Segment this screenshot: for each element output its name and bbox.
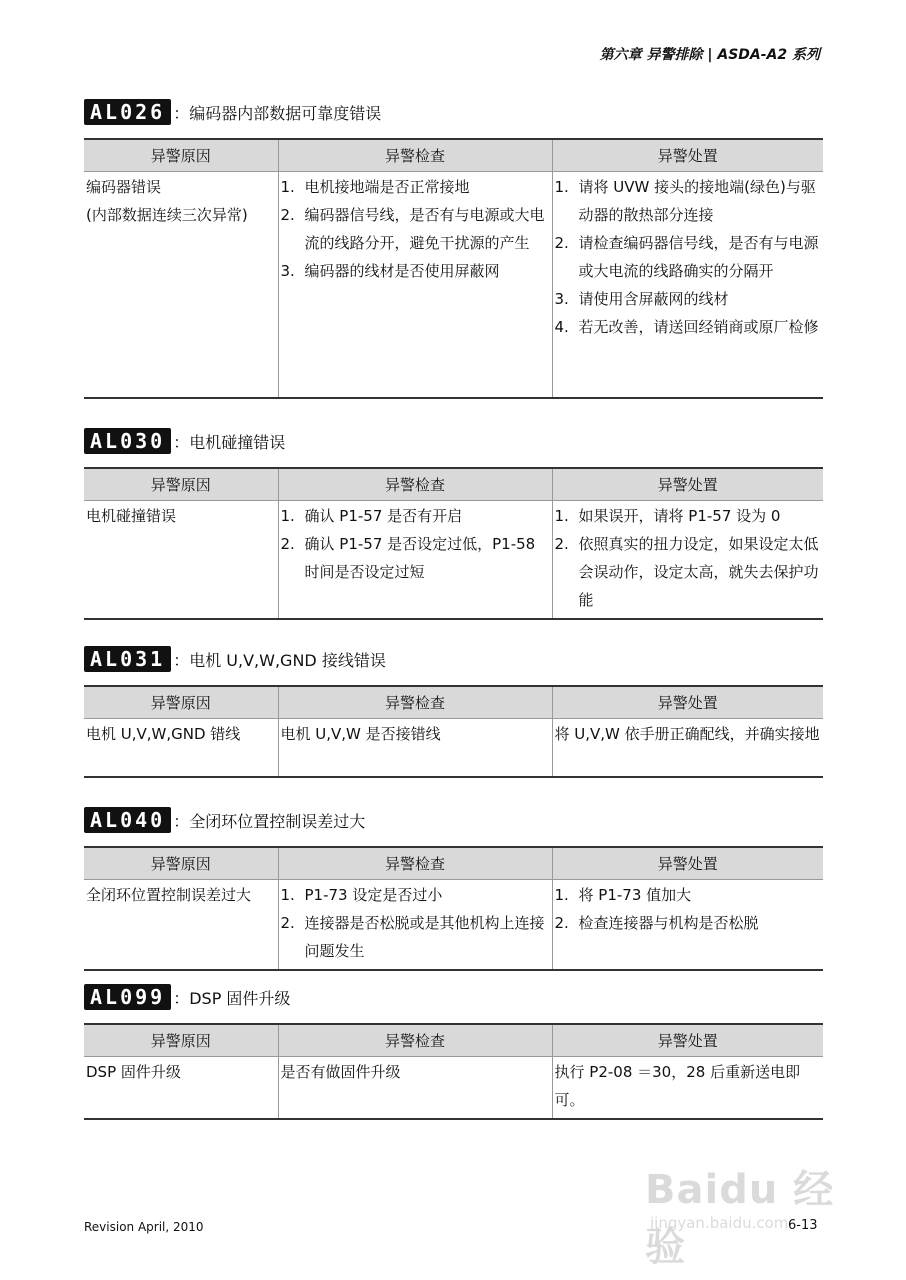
cause-cell (84, 719, 278, 777)
page-header: 第六章 异警排除 | ASDA-A2 系列 (599, 47, 820, 63)
action-cell (552, 880, 823, 971)
section-title (84, 98, 823, 126)
action-cell (552, 501, 823, 620)
alarm-section-al099 (84, 983, 823, 1120)
table-header-row (84, 139, 823, 172)
table-row (84, 172, 823, 398)
check-item: 1. P1-73 设定是否过小 (280, 886, 443, 904)
check-cell (278, 172, 552, 398)
header-action: 异警处置 (552, 468, 823, 501)
check-cell (278, 880, 552, 971)
action-cell (552, 1057, 823, 1120)
action-item: 2. 检查连接器与机构是否松脱 (554, 914, 759, 932)
page-number: 6-13 (788, 1218, 818, 1233)
baidu-watermark (645, 1148, 865, 1270)
check-cell (278, 719, 552, 777)
check-item: 2. 连接器是否松脱或是其他机构上连接问题发生 (280, 914, 545, 960)
action-item: 1. 如果误开，请将 P1-57 设为 0 (554, 507, 781, 525)
section-title (84, 983, 823, 1011)
header-action: 异警处置 (552, 139, 823, 172)
cause-text: 电机 U,V,W,GND 错线 (86, 725, 241, 743)
section-title (84, 806, 823, 834)
action-item: 3. 请使用含屏蔽网的线材 (554, 290, 729, 308)
section-heading: ：电机碰撞错误 (173, 432, 286, 452)
action-cell (552, 719, 823, 777)
action-item: 1. 将 P1-73 值加大 (554, 886, 692, 904)
check-cell (278, 1057, 552, 1120)
table-row (84, 1057, 823, 1120)
alarm-section-al030 (84, 427, 823, 620)
header-cause: 异警原因 (84, 1024, 278, 1057)
header-check: 异警检查 (278, 1024, 552, 1057)
section-heading: ：电机 U,V,W,GND 接线错误 (173, 650, 386, 670)
header-action: 异警处置 (552, 686, 823, 719)
alarm-table (84, 846, 823, 971)
alarm-code-badge: AL040 (84, 807, 171, 833)
section-title (84, 427, 823, 455)
section-heading: ：DSP 固件升级 (173, 988, 291, 1008)
alarm-table (84, 138, 823, 399)
header-cause: 异警原因 (84, 847, 278, 880)
action-text: 执行 P2-08 ＝30，28 后重新送电即可。 (554, 1063, 801, 1109)
header-cause: 异警原因 (84, 686, 278, 719)
action-text: 将 U,V,W 依手册正确配线，并确实接地 (554, 725, 820, 743)
check-item: 1. 电机接地端是否正常接地 (280, 178, 470, 196)
alarm-section-al031 (84, 645, 823, 778)
header-cause: 异警原因 (84, 139, 278, 172)
cause-cell (84, 880, 278, 971)
alarm-table (84, 685, 823, 778)
check-item: 2. 确认 P1-57 是否设定过低，P1-58 时间是否设定过短 (280, 535, 536, 581)
section-heading: ：编码器内部数据可靠度错误 (173, 103, 382, 123)
alarm-code-badge: AL026 (84, 99, 171, 125)
header-action: 异警处置 (552, 1024, 823, 1057)
check-item: 2. 编码器信号线，是否有与电源或大电流的线路分开，避免干扰源的产生 (280, 206, 545, 252)
table-header-row (84, 468, 823, 501)
section-heading: ：全闭环位置控制误差过大 (173, 811, 366, 831)
alarm-code-badge: AL031 (84, 646, 171, 672)
check-text: 是否有做固件升级 (280, 1063, 401, 1081)
section-title (84, 645, 823, 673)
header-check: 异警检查 (278, 139, 552, 172)
alarm-table (84, 1023, 823, 1120)
table-row (84, 501, 823, 620)
check-item: 3. 编码器的线材是否使用屏蔽网 (280, 262, 500, 280)
alarm-section-al040 (84, 806, 823, 971)
action-item: 2. 请检查编码器信号线，是否有与电源或大电流的线路确实的分隔开 (554, 234, 819, 280)
action-item: 4. 若无改善，请送回经销商或原厂检修 (554, 318, 819, 336)
alarm-code-badge: AL030 (84, 428, 171, 454)
cause-text: 全闭环位置控制误差过大 (86, 886, 252, 904)
alarm-section-al026 (84, 98, 823, 399)
table-header-row (84, 847, 823, 880)
table-header-row (84, 1024, 823, 1057)
action-item: 2. 依照真实的扭力设定，如果设定太低会误动作，设定太高，就失去保护功能 (554, 535, 819, 609)
action-item: 1. 请将 UVW 接头的接地端(绿色)与驱动器的散热部分连接 (554, 178, 816, 224)
check-text: 电机 U,V,W 是否接错线 (280, 725, 441, 743)
header-check: 异警检查 (278, 847, 552, 880)
cause-cell (84, 1057, 278, 1120)
watermark-url: jingyan.baidu.com (650, 1214, 789, 1232)
revision-note: Revision April, 2010 (84, 1220, 204, 1234)
check-cell (278, 501, 552, 620)
alarm-code-badge: AL099 (84, 984, 171, 1010)
header-cause: 异警原因 (84, 468, 278, 501)
cause-text: 编码器错误 (内部数据连续三次异常) (86, 178, 248, 224)
watermark-brand: Baidu 经验 (645, 1167, 835, 1270)
header-action: 异警处置 (552, 847, 823, 880)
cause-text: DSP 固件升级 (86, 1063, 181, 1081)
cause-text: 电机碰撞错误 (86, 507, 177, 525)
cause-cell (84, 501, 278, 620)
check-item: 1. 确认 P1-57 是否有开启 (280, 507, 463, 525)
table-header-row (84, 686, 823, 719)
table-row (84, 719, 823, 777)
action-cell (552, 172, 823, 398)
header-check: 异警检查 (278, 468, 552, 501)
header-check: 异警检查 (278, 686, 552, 719)
cause-cell (84, 172, 278, 398)
alarm-table (84, 467, 823, 620)
table-row (84, 880, 823, 971)
